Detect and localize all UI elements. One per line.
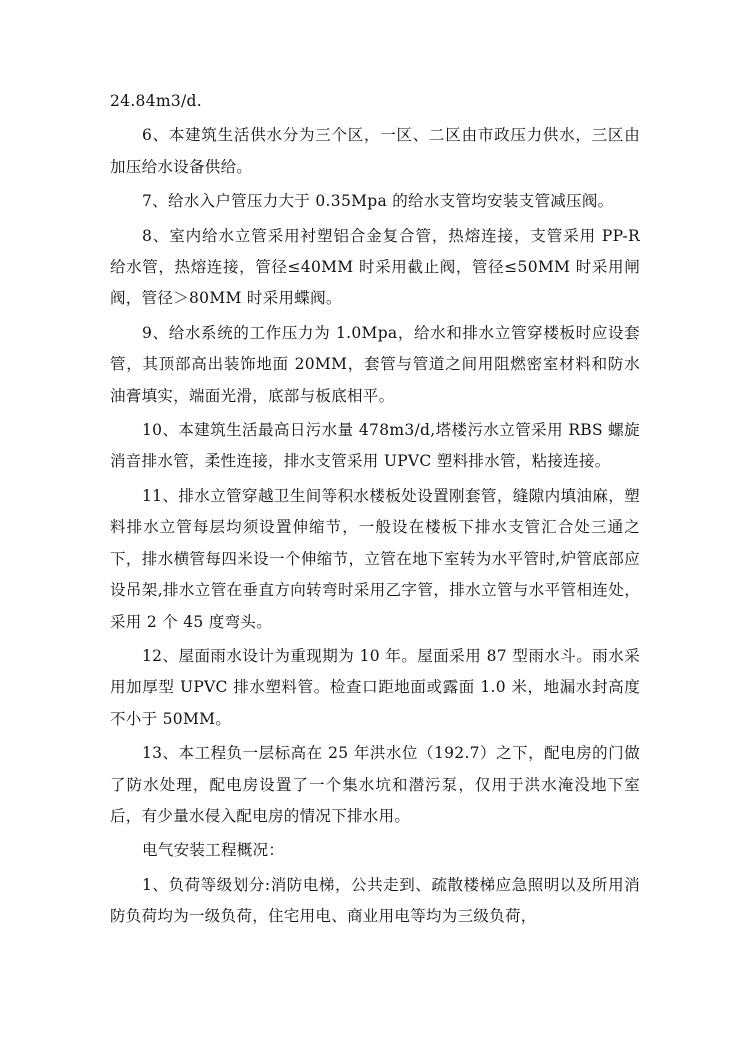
- document-body: [110, 86, 640, 936]
- paragraph-item-7: 7、给水入户管压力大于 0.35Mpa 的给水支管均安装支管减压阀。: [142, 192, 614, 211]
- paragraph-item-10: 10、本建筑生活最高日污水量 478m3/d,塔楼污水立管采用 RBS 螺旋消音排水管，柔性连接，排水支管采用 UPVC 塑料排水管，粘接连接。: [110, 421, 640, 471]
- paragraph-item-13: 13、本工程负一层标高在 25 年洪水位（192.7）之下，配电房的门做了防水处理，配电房设置了一个集水坑和潜污泵，仅用于洪水淹没地下室后，有少量水侵入配电房的情况下排水用。: [110, 744, 640, 825]
- paragraph-item-9: 9、给水系统的工作压力为 1.0Mpa，给水和排水立管穿楼板时应设套管，其顶部高出装饰地面 20MM，套管与管道之间用阻燃密室材料和防水油膏填实，端面光滑，底部与板底相平。: [110, 323, 640, 405]
- paragraph-item-11: 11、排水立管穿越卫生间等积水楼板处设置刚套管，缝隙内填油麻，塑料排水立管每层均须设置伸缩节，一般设在楼板下排水支管汇合处三通之下，排水横管每四米设一个伸缩节，立管在地下室转为水平管时,炉管底部应设吊架,排水立管在垂直方向转弯时采用乙字管，排水立管与水平管相连处，采用 2 个 45 度弯头。: [110, 486, 640, 631]
- paragraph-item-6: 6、本建筑生活供水分为三个区，一区、二区由市政压力供水，三区由加压给水设备供给。: [110, 126, 640, 176]
- paragraph-continuation: 24.84m3/d.: [110, 92, 203, 110]
- paragraph-item-8: 8、室内给水立管采用衬塑铝合金复合管，热熔连接，支管采用 PP-R 给水管，热熔连接，管径≤40MM 时采用截止阀，管径≤50MM 时采用闸阀，管径＞80MM 时采用蝶阀。: [110, 226, 640, 308]
- section-heading-electrical: 电气安装工程概况：: [142, 841, 285, 860]
- paragraph-item-12: 12、屋面雨水设计为重现期为 10 年。屋面采用 87 型雨水斗。雨水采用加厚型 UPVC 排水塑料管。检查口距地面或露面 1.0 米，地漏水封高度不小于 50MM。: [110, 646, 640, 728]
- paragraph-electrical-1: 1、负荷等级划分:消防电梯，公共走到、疏散楼梯应急照明以及所用消防负荷均为一级负荷，住宅用电、商业用电等均为三级负荷，: [110, 875, 640, 926]
